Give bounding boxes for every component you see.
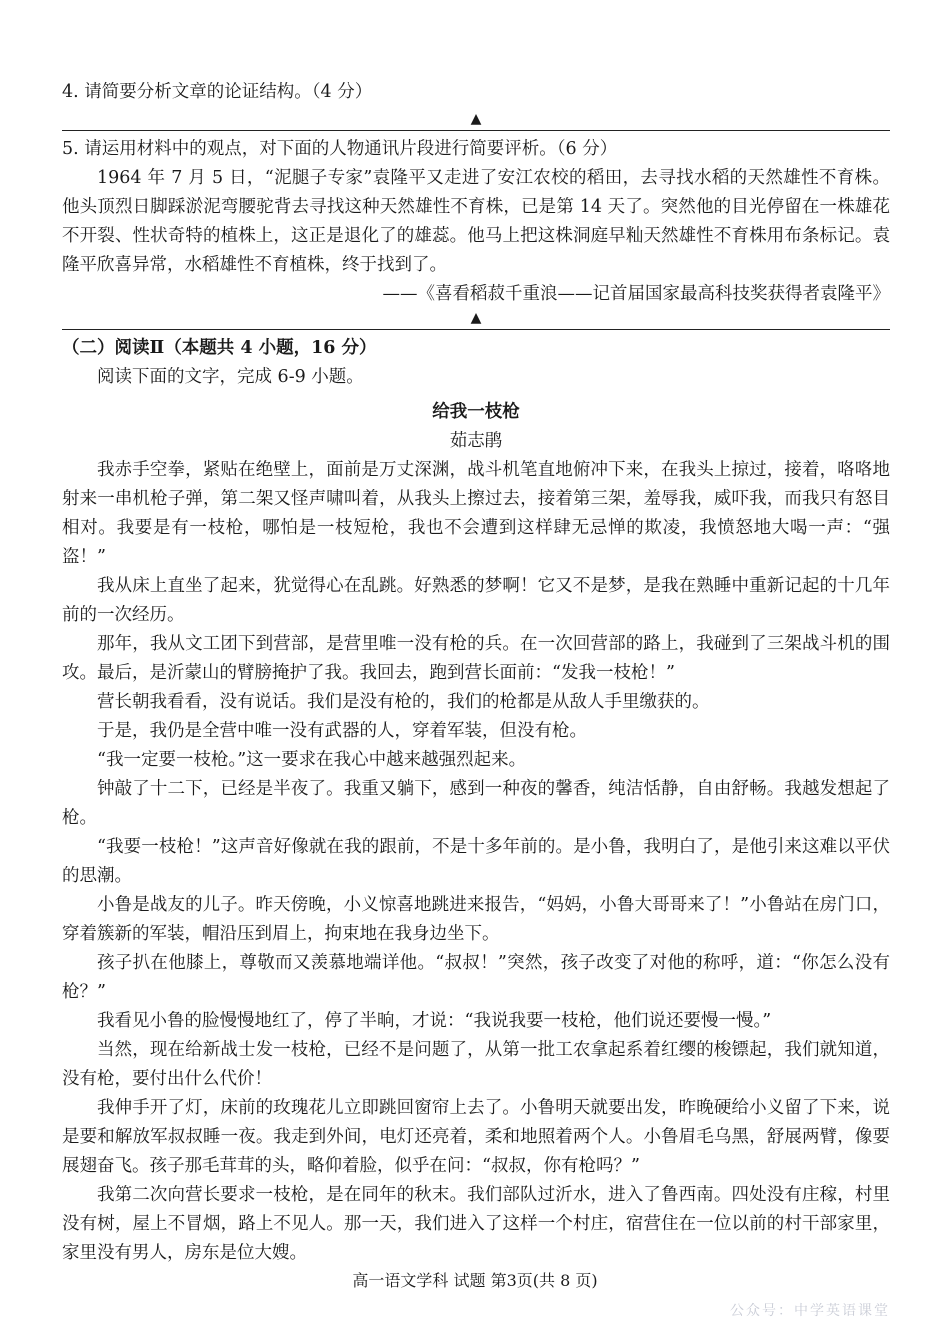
question-5-excerpt: 1964 年 7 月 5 日，“泥腿子专家”袁隆平又走进了安江农校的稻田，去寻找水稻的天然雄性不育株。他头顶烈日脚踩淤泥弯腰驼背去寻找这种天然雄性不育株，已是第 14 天了。突然他的目光停留在一株雄花不开裂、性状奇特的植株上，这正是退化了的雄蕊。他马上把这株洞庭早籼天然雄性不育株用布条标记。袁隆平欣喜异常，水稻雄性不育植株，终于找到了。 xyxy=(62,168,890,275)
divider xyxy=(62,130,890,131)
exam-page xyxy=(62,78,890,1268)
page-footer: 高一语文学科 试题 第3页(共 8 页) xyxy=(352,1271,598,1290)
story-paragraph: 我伸手开了灯，床前的玫瑰花儿立即跳回窗帘上去了。小鲁明天就要出发，昨晚硬给小义留了下来，说是要和解放军叔叔睡一夜。我走到外间，电灯还亮着，柔和地照着两个人。小鲁眉毛乌黑，舒展两臂，像要展翅奋飞。孩子那毛茸茸的头，略仰着脸，似乎在问：“叔叔，你有枪吗？” xyxy=(62,1098,890,1176)
story-paragraph: 我从床上直坐了起来，犹觉得心在乱跳。好熟悉的梦啊！它又不是梦，是我在熟睡中重新记起的十几年前的一次经历。 xyxy=(62,576,890,625)
story-paragraph: 孩子扒在他膝上，尊敬而又羡慕地端详他。“叔叔！”突然，孩子改变了对他的称呼，道：“你怎么没有枪？” xyxy=(62,953,890,1002)
story-paragraph: “我一定要一枝枪。”这一要求在我心中越来越强烈起来。 xyxy=(97,750,527,770)
section-heading: （二）阅读Ⅱ（本题共 4 小题，16 分） xyxy=(62,338,377,358)
answer-marker: ▲ xyxy=(470,111,482,127)
story-paragraph: 我第二次向营长要求一枝枪，是在同年的秋末。我们部队过沂水，进入了鲁西南。四处没有庄稼，村里没有树，屋上不冒烟，路上不见人。那一天，我们进入了这样一个村庄，宿营住在一位以前的村干部家里，家里没有男人，房东是位大嫂。 xyxy=(62,1185,890,1263)
story-paragraph: 营长朝我看看，没有说话。我们是没有枪的，我们的枪都是从敌人手里缴获的。 xyxy=(97,692,710,712)
story-paragraph: 于是，我仍是全营中唯一没有武器的人，穿着军装，但没有枪。 xyxy=(97,721,587,741)
reading-instruction: 阅读下面的文字，完成 6-9 小题。 xyxy=(97,367,364,387)
story-paragraph: 钟敲了十二下，已经是半夜了。我重又躺下，感到一种夜的馨香，纯洁恬静，自由舒畅。我越发想起了枪。 xyxy=(62,779,890,828)
story-author: 茹志鹃 xyxy=(449,431,503,451)
story-paragraph: 当然，现在给新战士发一枝枪，已经不是问题了，从第一批工农拿起系着红缨的梭镖起，我们就知道，没有枪，要付出什么代价！ xyxy=(62,1040,890,1089)
question-5-source: ——《喜看稻菽千重浪——记首届国家最高科技奖获得者袁隆平》 xyxy=(382,284,890,304)
story-title: 给我一枝枪 xyxy=(432,402,520,422)
watermark: 公众号：中学英语课堂 xyxy=(730,1303,890,1319)
story-paragraph: 我赤手空拳，紧贴在绝壁上，面前是万丈深渊，战斗机笔直地俯冲下来，在我头上掠过，接着，咯咯地射来一串机枪子弹，第二架又怪声啸叫着，从我头上擦过去，接着第三架，羞辱我，威吓我，而我只有怒目相对。我要是有一枝枪，哪怕是一枝短枪，我也不会遭到这样肆无忌惮的欺凌，我愤怒地大喝一声：“强盗！” xyxy=(62,460,890,567)
divider xyxy=(62,329,890,330)
question-5-prompt: 5. 请运用材料中的观点，对下面的人物通讯片段进行简要评析。（6 分） xyxy=(62,139,618,159)
answer-marker: ▲ xyxy=(470,310,482,326)
story-paragraph: “我要一枝枪！”这声音好像就在我的跟前，不是十多年前的。是小鲁，我明白了，是他引来这难以平伏的思潮。 xyxy=(62,837,890,886)
story-paragraph: 我看见小鲁的脸慢慢地红了，停了半晌，才说：“我说我要一枝枪，他们说还要慢一慢。” xyxy=(97,1011,772,1031)
question-4: 4. 请简要分析文章的论证结构。（4 分） xyxy=(62,82,373,102)
story-paragraph: 那年，我从文工团下到营部，是营里唯一没有枪的兵。在一次回营部的路上，我碰到了三架战斗机的围攻。最后，是沂蒙山的臂膀掩护了我。我回去，跑到营长面前：“发我一枝枪！” xyxy=(62,634,890,683)
story-paragraph: 小鲁是战友的儿子。昨天傍晚，小义惊喜地跳进来报告，“妈妈，小鲁大哥哥来了！”小鲁站在房门口，穿着簇新的军装，帽沿压到眉上，拘束地在我身边坐下。 xyxy=(62,895,890,944)
